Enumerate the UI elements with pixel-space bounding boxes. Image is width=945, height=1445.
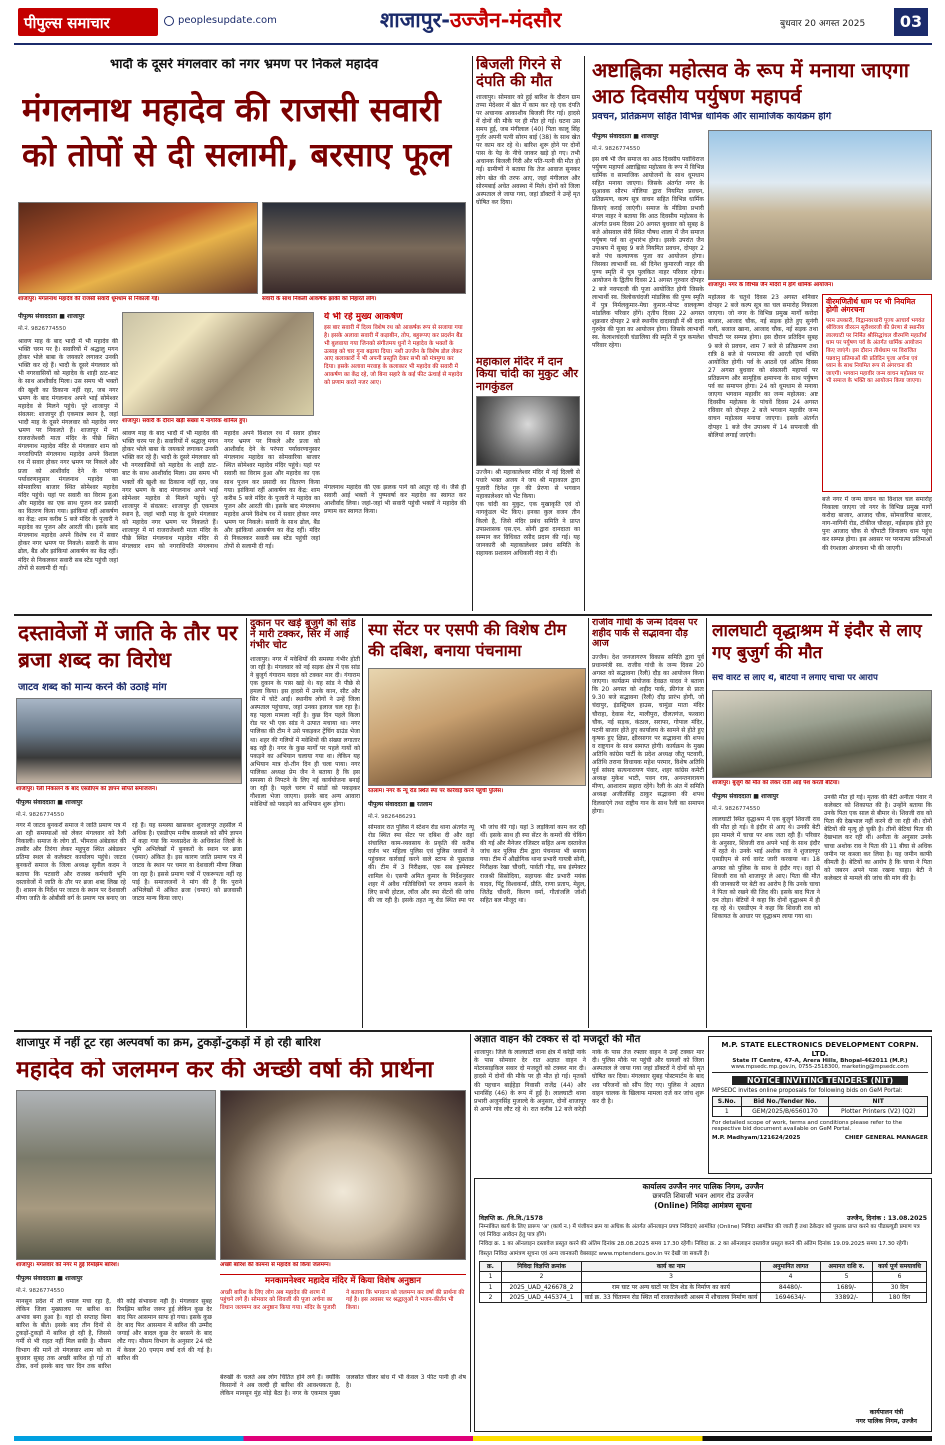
notice-col: अनुमानित लागत: [761, 1262, 821, 1272]
story5-headline: दस्तावेजों में जाति के तौर पर ब्रजा शब्द का विरोध: [18, 621, 238, 673]
story9-mobile: मो.नं. 9826774550: [712, 806, 761, 812]
story11-body-text: शाजापुर। जिले के लालघाटी थाना क्षेत्र में करेड़ी नाके के पास सोमवार देर रात अज्ञात वाहन ने मोटरसाइकिल सवार दो मजदूरों को टक्कर मार दी। हादसे में दोनों की मौके पर ही मौत हो गई। मृतकों की पहचान बाईहेड़ा निवासी राजेंद्र (44) और भानसिंह (46) के रूप में हुई है। लालघाटी थाना प्रभारी अजुनसिंह मुजाल्दे के अनुसार, दोनों शाजापुर से अपने गांव लौट रहे थे। रात करीब 12 बजे करेड़ी नाके के पास तेज रफ्तार वाहन ने उन्हें टक्कर मार दी। पुलिस मौके पर पहुंची और घायलों को जिला अस्पताल ले जाया गया जहां डॉक्टरों ने दोनों को मृत घोषित कर दिया। मंगलवार सुबह पोस्टमार्टम के बाद शव परिजनों को सौंप दिए गए। पुलिस ने अज्ञात वाहन चालक के खिलाफ मामला दर्ज कर जांच शुरू कर दी है।: [474, 1049, 704, 1113]
story4-body: इस वर्ष भी जैन समाज का आठ दिवसीय पर्वाधिराज पर्युषण महापर्व अष्टाह्निका महोत्सव के रूप में विभिन्न धार्मिक व सामाजिक आयोजनों के साथ धूमधाम सहित मनाया जाएगा। जिसके अंतर्गत नगर के सुआवक सौरभ नोलिया द्वारा नियमित प्रवचन, प्रतिक्रमण, कल्प सूत्र वाचन सहित विभिन्न धार्मिक क्रियाएं कराई जाएंगी। समाज के मीडिया प्रभारी मंगल नाहर ने बताया कि आठ दिवसीय महोत्सव के अंतर्गत प्रथम दिवस 20 अगस्त बुधवार को सुबह 8 बजे ओसवाल सेरी स्थित पौषध शाला में जैन समाज पर्युषण पर्व का शुभारंभ होगा। इसके उपरांत जैन उपाश्रय में सुबह 9 बजे नियमित प्रवचन, दोपहर 2 बजे पंच कल्याणक पूजा का आयोजन होगा। जिसका लाभार्थी स्व. श्री दिनेश कुमारजी नाहर की पुण्य स्मृति में पुत्र पुलकित नाहर परिवार रहेगा। आयोजन के द्वितीय दिवस 21 अगस्त गुरुवार दोपहर 2 बजे नवपदजी की पूजा आयोजित होगी जिसके लाभार्थी स्व. त्रिलोकचंदजी मांडलिक की पुण्य स्मृति में पुत्र निर्मलकुमार-मेघा कुमार-पोपट वालकृष्ण मांडलिक परिवार होंगे। तृतीय दिवस 22 अगस्त शुक्रवार दोपहर 2 बजे स्थानीय दादावाड़ी में श्री दादा गुरुदेव की पूजा का आयोजन होगा। जिसके लाभार्थी स्व. केलाशचंदजी चंडालिया की स्मृति में पुत्र कमलेश परिवार रहेगा।: [592, 156, 704, 350]
story4-byline: पीपुल्स संवाददाता ■ शाजापुर: [592, 133, 659, 140]
notice-row: [480, 1282, 927, 1292]
story3-headline: महाकाल मंदिर में दान किया चांदी का मुकुट और नागकुंडल: [476, 356, 578, 393]
tender-web[interactable]: www.mpsedc.mp.gov.in, 0755-2518300, marketing@mpsedc.com: [712, 1064, 928, 1073]
story4-body-2: महोत्सव के चतुर्थ दिवस 23 अगस्त शनिवार दोपहर 2 बजे कल्प सूत्र का चल समारोह निकाला जाएगा। जो नगर के विभिन्न प्रमुख मार्गों करोदा बाजार, आजाद चौक, नई सड़क होते हुए सुनंगी गली, बजाज खाना, आजाद चौक, नई सड़क तथा चौपाटी पर सम्पन्न होगा। इस दौरान प्रतिदिन सुबह 9 बजे से प्रवचन, शाम 7 बजे से प्रतिक्रमण तथा रात्रि 8 बजे से परमात्मा की आरती एवं भक्ति आयोजित होगी। पर्व के आठवें एवं अंतिम दिवस 27 अगस्त बुधवार को संवत्सरी महापर्व पर प्रतिक्रमण और सामूहिक क्षमापना के साथ पर्युषण पर्व का समापन होगा। 24 को धूमधाम से मनाया जाएगा भगवान महावीर का जन्म महोत्सव: अष्ट दिवसीय महोत्सव के पांचवें दिवस 24 अगस्त रविवार को दोपहर 2 बजे भगवान महावीर जन्म वाचन महोत्सव मनाया जाएगा। इसके अंतर्गत दोपहर 1 बजे जैन उपाश्रय में 14 सपनाजी की बोलियां लगाई जाएंगी।: [708, 294, 818, 439]
story9-photo: [712, 690, 932, 778]
divider-h2: [14, 1030, 932, 1032]
notice-line-3: (Online) निविदा आमंत्रण सूचना: [654, 1201, 752, 1210]
story4-sub: प्रवचन, प्रतिक्रमण सहित विभिन्न धार्मिक और सामाजिक कार्यक्रम होंगे: [592, 112, 832, 122]
story9-sub: सर्च वारंट से लाए थे, बेटियों ने लगाए चाचा पर आरोप: [712, 674, 878, 683]
story10-body-2: [220, 1374, 466, 1430]
story11-headline: अज्ञात वाहन की टक्कर से दो मजदूरों की मौत: [474, 1034, 641, 1045]
notice-cell: 1689/-: [821, 1282, 873, 1292]
story10-box-title: मनकामनेश्वर महादेव मंदिर में किया विशेष अनुष्ठान: [265, 1276, 421, 1286]
notice-colnum: 6: [873, 1272, 927, 1282]
story1-caption-3: शाजापुर। सवारी के दौरान खड़ी संख्या में नागरिक शामिल हुए।: [122, 418, 248, 424]
story1-box-body: इस बार सवारी में दिव्य विशेष रथ को आकर्षक रूप से सजाया गया है। इसके अलावा सवारी में कड़ाबीन, तोप, बहुरूपए कर प्रदर्शन बैंड भी बुलवाया गया जिनको संगीतमय धुनों ने महादेव के भक्तों के उत्साह को चार गुना बढ़ाया दिया। नशी उज्जैन के विशेष डोल लेकर आए कलाकारों ने भी अपनी प्रस्तुति देकर सभी को मंत्रमुग्ध कर दिया। इसके अलावा मरवाह के कलाकार भी महादेव की सवारी में आकर्षण का केंद्र रहे, जो बिना सहारे के कई फीट ऊंचाई से महादेव को प्रणाम करते नजर आए।: [324, 325, 463, 386]
divider-v2: [584, 56, 585, 611]
section-title-a: शाजापुर-: [380, 8, 450, 32]
notice-cell: 2025_UAD_426678_2: [502, 1282, 582, 1292]
story1-kicker: भादौ के दूसरे मंगलवार को नगर भ्रमण पर निकले महादेव: [109, 58, 379, 72]
notice-cell: 1: [480, 1282, 502, 1292]
story1-byline: पीपुल्स संवाददाता ■ शाजापुर: [18, 313, 85, 320]
notice-dates: निविदा क्र. 1 का ऑनलाइन दस्तावेज प्रस्तुत करने की अंतिम दिनांक 28.08.2025 समय 17.30 रहेगी। निविदा क्र. 2 का ऑनलाइन दस्तावेज प्रस्तुत करने की अंतिम दिनांक 19.09.2025 समय 17.30 रहेगी।: [479, 1241, 909, 1248]
issue-date: बुधवार 20 अगस्त 2025: [780, 19, 866, 29]
divider-h1: [14, 614, 932, 616]
story1-box-title: ये भी रहे मुख्य आकर्षण: [324, 312, 403, 322]
story9-body-2: उनकी मौत हो गई। मृतक की बेटी अनीता पंवार ने कलेक्टर को शिकायत की है। उन्होंने बताया कि उनके पिता एक साल से बीमार थे। शिवजी राव को पिता की देखभाल नहीं करने दी जा रही थी। दोनों बेटियों की मृत्यु हो चुकी है। तीनों बेटियां पिता की देखभाल कर रही थीं। अनीता के अनुसार उनके चाचा अशोक राव ने पिता की 11 बीघा से अधिक जमीन पर कब्जा कर लिया है। यह जमीन काफी कीमती है। बेटियों का आरोप है कि चाचा ने पिता को जबरन अपने पास रखना चाहा। बेटी ने कलेक्टर से मामले की जांच की मांग की है।: [824, 794, 932, 882]
story1-body-cont-text: श्रावण माह के बाद भादौ में भी महादेव की भक्ति चरम पर है। सवारियों में श्रद्धालु मगन होकर भोले बाबा के जयकारे लगाकर उनकी भक्ति कर रहे हैं। भादौ के दूसरे मंगलवार को भी नगरवासियों को महादेव के शाही ठाट-बाट के साथ आशीर्वाद मिला। उस समय भी भक्तों की खुशी का ठिकाना नहीं रहा, जब नगर भ्रमण के बाद मंगलनाथ अपने भाई सोमेश्वर महादेव से मिलने पहुंचे। पूरे शाजापुर में संवत्सर: शाजापुर ही एकमात्र स्थान है, जहां भादौ माह के दूसरे मंगलवार को महादेव नगर भ्रमण पर निकलते हैं। शाजापुर में मां राजराजेश्वरी माता मंदिर के पीछे स्थित मंगलनाथ महादेव मंदिर से मंगलवार शाम को नगराधिपति मंगलनाथ महादेव अपने विशाल रथ में सवार होकर नगर भ्रमण पर निकले और प्रजा को आशीर्वाद देने के परंपरा पर्यावरणानुसार मंगलनाथ महादेव का सोमवारिया बाजार स्थित सोमेश्वर महादेव मंदिर पहुंचे। यहां पर सवारी का विराम हुआ और महादेव का एक साथ पूजन कर प्रसादी का वितरण किया गया। झांकियां रहीं आकर्षण का केंद्र: शाम करीब 5 बजे मंदिर के पुजारी ने महादेव का पूजन और आरती की। इसके बाद मंगलनाथ महादेव अपने विशेष रथ में सवार होकर नगर भ्रमण पर निकले। सवारी के साथ ढोल, बैंड और झांकियां आकर्षण का केंद्र रहीं। मंदिर से निकलकर सवारी सब स्टेंड पहुंची जहां तोपों से सलामी दी गई।: [122, 430, 320, 551]
story5-body: [16, 822, 242, 1024]
notice-colnum: 1: [480, 1272, 502, 1282]
logo-text: पीपुल्स समाचार: [24, 14, 110, 32]
story7-photo: [368, 668, 586, 786]
tender-address: State IT Centre, 47-A, Arera Hills, Bhopal-462011 (M.P.): [732, 1058, 908, 1064]
tender-col: S.No.: [713, 1097, 742, 1107]
notice-colnum-row: [480, 1272, 927, 1282]
page-number: [894, 8, 928, 36]
story9-byline: पीपुल्स संवाददाता ■ शाजापुर: [712, 793, 779, 800]
notice-sign-1: कार्यपालन यंत्री: [869, 1409, 904, 1416]
notice-col: क्र.: [480, 1262, 502, 1272]
story-old-age-home: [710, 618, 932, 1028]
story4-box-body: परम उपकारी, विद्वानवरधारी पूज्य आचार्य भगवंत श्रीविजय वीररत्न सूरीश्वरजी की प्रेरणा से स्थानीय लालघाटी पर निर्मित श्रीसिद्धांचल वीरमणि महातीर्थ धाम पर पर्युषण पर्व के अंतर्गत धार्मिक आयोजन किए जाएंगे। इस दौरान तीर्थधाम पर विराजित पन्नवानु प्रतिमाओं की प्रतिदिन पूजा अर्चना एवं ध्यान के साथ नियमित रूप से अंगरचना की जाएगी। भगवान महावीर जन्म वाचन महोत्सव पर भी समाज के भक्ति का आयोजन किया जाएगा।: [826, 317, 927, 385]
story6-body: शाजापुर। नगर में मवेशियों की समस्या गंभीर होती जा रही है। मंगलवार को नई सड़क क्षेत्र में एक सांड ने बुजुर्ग गंगाराम यादव को टक्कर मार दी। गंगाराम एक दुकान के पास खड़े थे। यह सांड ने पीछे से हमला किया। इस हादसे में उनके कान, सीट और सिर में चोटें आईं। स्थानीय लोगों ने उन्हें जिला अस्पताल पहुंचाया, जहां उनका इलाज चल रहा है। यह पहला मामला नहीं है। कुछ दिन पहले किला रोड पर भी एक सांड ने उत्पात मचाया था। नगर पालिका की टीम ने उसे पकड़कर ट्रेंचिंग ग्राउंड भेजा था। शहर की गलियों में मवेशियों की संख्या लगातार बढ़ रही है। नगर के कुछ मार्गों पर पहले गायों को पकड़ने का अभियान चलाया गया था। लेकिन यह अभियान मात्र दो-तीन दिन ही चला पाया। नगर पालिका अध्यक्ष प्रेम जैन ने बताया है कि इस समस्या से निपटने के लिए नई कार्ययोजना बनाई जा रही है। पहले चरण में सांडों को पकड़कर गौशाला भेजा जाएगा। इसके बाद अन्य आवारा मवेशियों को पकड़ने का अभियान शुरू होगा।: [250, 655, 360, 809]
print-colour-bar: [14, 1436, 932, 1441]
story3-body: एक चांदी का मुकुट, एक मुखाकृति एवं दो नागकुंडल भेंट किए। इनका कुल वजन तीन किलो है, जिसे मंदिर प्रबंध समिति ने प्राप्त उपप्रशासक एस.एन. सोनी द्वारा दानदाता का सम्मान कर विधिवत रसीद प्रदान की गई। यह जानकारी श्री महाकालेश्वर प्रबंध समिति के सहायक प्रशासन अधिकारी नंदा ने दी।: [476, 501, 580, 557]
notice-web[interactable]: विस्तृत निविदा आमंत्रण सूचना एवं अन्य जानकारी वेबसाइट www.mptenders.gov.in पर देखी जा सकती है।: [479, 1250, 710, 1257]
story-bull-attack: [250, 618, 360, 1028]
notice-cell: 30 दिन: [873, 1282, 927, 1292]
notice-intro: निम्नांकित कार्य के लिए प्रारूप 'अ' (कार्य न.) में पंजीयन क्रम या अधिक के अंतर्गत ऑनलाइन प्रपत्र निविदाएं आमंत्रित (Online) निविदा आमंत्रित की जाती हैं तथा ठेकेदार को पुस्तक प्राप्त करने का पीडब्ल्यूडी प्रमाण पत्र एवं निविदा आवेदन हेतु पात्र होंगे।: [479, 1224, 920, 1238]
section-banner: [380, 6, 680, 38]
story-jatav-caste: [14, 618, 244, 1028]
tender-table: [712, 1096, 928, 1117]
story9-headline: लालघाटी वृद्धाश्रम में इंदौर से लाए गए बुजुर्ग की मौत: [712, 621, 922, 664]
notice-colnum: 2: [502, 1272, 582, 1282]
notice-header-row: [480, 1262, 927, 1272]
story10-kicker: शाजापुर में नहीं टूट रहा अल्पवर्षा का क्रम, टुकड़ों-टुकड़ों में हो रही बारिश: [16, 1036, 321, 1049]
story5-photo: [16, 698, 242, 784]
story8-body: उज्जैन। देश जनजागरण विकास समिति द्वारा पूर्व प्रधानमंत्री स्व. राजीव गांधी के जन्म दिवस 20 अगस्त को सद्भावना (रैली) दौड़ का आयोजन किया जाएगा। कार्यक्रम संयोजक देवव्रत यादव ने बताया कि 20 अगस्त को शहीद पार्क, फ्रीगंज से प्रातः 9.30 बजे सद्भावना (रैली) दौड़ प्रारंभ होगी, जो चंदापुर, इंडस्ट्रियल हाउस, चामुंडा माता मंदिर चौराहा, देवास गेट, मालीपुरा, दौलतगंज, फव्वारा चौक, नई सड़क, कंठाल, सराफा, गोपाल मंदिर, पटनी बाजार होते हुए कार्यालय के सामने से होते हुए कृषक हुए क्षिप्रा, क्षीरसागर पर सद्भावना की शपथ व राष्ट्रगान के साथ समाप्त होगी। कार्यक्रम के मुख्य अतिथि कांग्रेस पार्टी के प्रदेश अध्यक्ष जीतू पटवारी, अतिथि तराना विधायक महेश परमार, विशेष अतिथि पूर्व सांसद सत्यनारायण पंवार, शहर कांग्रेस कमेटी अध्यक्ष मुकेश भाटी, पवन राय, अनन्तनारायण मीणा, आशाराम सहारा रहेंगे। रैली के अंत में समिति अध्यक्ष अजीतसिंह ठाकुर सद्भावना की शपथ दिलवाएंगे तथा राष्ट्रीय गान के साथ रैली का समापन होगा।: [592, 653, 704, 815]
tender-org: M.P. STATE ELECTRONICS DEVELOPMENT CORPN. LTD.: [721, 1040, 919, 1058]
section-title-b: उज्जैन-मंदसौर: [449, 8, 562, 32]
story7-body-text: सोमवार रात पुलिस ने स्टेशन रोड थाना अंतर्गत न्यू रोड स्थित स्पा सेंटर पर दबिश दी और वहां संचालित काम-व्यवसाय के प्रकृति की करीब दर्जन भर महिला पुलिस एवं पुलिस जवानों ने पहुंचकर कार्रवाई करने वाले स्टाफ से पूछताछ की। टीम में 3 निरीक्षक, एक सब इंस्पेक्टर शामिल थे। एसपी अमित कुमार के निर्देशनुसार शहर में अवैध गतिविधियों पर लगाम कसने के लिए सभी होटल, लॉज और स्पा सेंटरों की जांच की जा रही है। इसके तहत न्यू रोड स्थित स्पा पर भी जांच की गई। यहां 3 लड़कियां काम कर रही थीं। इसके साथ ही स्पा सेंटर के कमरों की चेकिंग की गई और मैनेजर रजिस्टर सहित अन्य दस्तावेज जांच कर पुलिस टीम द्वारा पंचनामा भी बनाया गया। टीम में औद्योगिक थाना प्रभारी गायत्री सोनी, निरीक्षक रेखा चौधरी, पार्वती गौड़, सब इंस्पेक्टर राजश्री सिसोदिया, सहायक बीट प्रभारी मयंक यादव, पिंटू विश्वकर्मा, प्रीति, राणा प्रताप, मेहुल, जितेंद्र चौधरी, किरण वर्मा, गौतांजलि जोशी सहित बल मौजूद था।: [368, 824, 586, 904]
story8-headline: राजीव गांधी के जन्म दिवस पर शहीद पार्क से सद्भावना दौड़ आज: [592, 618, 698, 650]
notice-colnum: 3: [582, 1272, 761, 1282]
story1-photo-2: [262, 202, 466, 294]
story10-headline: महादेव को जलमग्न कर की अच्छी वर्षा की प्रार्थना: [16, 1058, 434, 1083]
story5-sub: जाटव शब्द को मान्य करने की उठाई मांग: [18, 682, 167, 693]
notice-cell: 33892/-: [821, 1292, 873, 1302]
notice-row: [480, 1292, 927, 1302]
notice-refline: [479, 1213, 927, 1222]
notice-cell: 180 दिन: [873, 1292, 927, 1302]
notice-signature: [856, 1407, 917, 1425]
notice-cell: राम घाट पर अन्य घाटों पर टिन शेड के निर्माण का कार्य: [582, 1282, 761, 1292]
story4-photo: [708, 130, 932, 280]
story1-mobile: मो.नं. 9826774550: [18, 326, 67, 332]
notice-ref: विज्ञप्ति क्र. /वि.वि./1578: [479, 1215, 543, 1222]
story5-mobile: मो.नं. 9826774550: [16, 812, 65, 818]
story5-body-text: नगर में जाटव बुनकरों समाज ने जाति प्रमाण पत्र में आ रही समस्याओं को लेकर मंगलवार को रैली निकाली। समाज के लोग डॉ. भीमराव अंबेडकर की तस्वीर और तिरंगा लेकर महूपुरा स्थित अंबेडकर प्रतिमा स्थल से कलेक्टर कार्यालय पहुंचे। जाटव बुनकरों समाज के जिला अध्यक्ष सुनील कदम ने बताया कि पटवारी और राजस्व कर्मचारी भूमि दस्तावेजों में जाति के तौर पर ब्रजा शब्द लिख रहे हैं। शासन के निर्देश पर जाटव के स्थान पर देशवाली मीणा जाति के ओबीसी वर्ग के प्रमाण पत्र बनाए जा रहे हैं। यह समस्या खासकर शुजालपुर तहसील में अधिक है। एसडीएम मनीष वास्कले को सौंपे ज्ञापन में कहा गया कि मध्यप्रदेश के अधिकांश जिलों के भूमि अभिलेखों में बुनकरों के स्थान पर ब्रजा (चमार) अंकित है। इस कारण जाति प्रमाण पत्र में जाटव के स्थान पर चमार या देशवाली मीणा लिखा जा रहा है। इससे प्रमाण पत्रों में एकरूपता नहीं रह पाई है। समाजजनों ने मांग की है कि पुराने अभिलेखों में अंकित ब्रजा (चमार) को ब्रजवासी जाटव मान्य किया जाए।: [16, 822, 242, 902]
story10-body-text: मानसून प्रदेश में तो धमाल मचा रहा है, लेकिन जिला मुख्यालय पर बारिश का अभाव बना हुआ है। यहां दो सप्ताह बिना बारिश के बीते। इसके बाद तीन दिनों से टुकड़ों-टुकड़ों में बारिश हो रही है, जिससे गर्मी से भी राहत नहीं मिल सकी है। मौसम विभाग की मानें तो मंगलवार शाम को या बुधवार सुबह तक अच्छी बारिश हो गई तो ठीक, वर्ना इसके बाद चार दिन तक बारिश की कोई संभावना नहीं है। मंगलवार सुबह रिमझिम बारिश जरूर हुई लेकिन कुछ देर बाद फिर आसमान साफ हो गया। इसके कुछ देर बाद फिर आसमान में बारिश की उम्मीद जगाई और बादल कुछ देर बरसने के बाद लौट गए। मौसम विभाग के अनुसार 24 घंटे में केवल 20 एमएम वर्षा दर्ज की गई है। बारिश की: [16, 1298, 212, 1370]
tender-cell: GEM/2025/B/6560170: [741, 1107, 829, 1117]
page-number-text: 03: [899, 12, 923, 31]
divider-v1: [472, 56, 473, 611]
tender-intro: MPSEDC invites online proposals for following bids on GeM Portal:: [712, 1088, 903, 1094]
story-spa-raid: [366, 618, 586, 1028]
story10-caption-2: अच्छी बारिश की कामना से महादेव को किया जलमग्न।: [220, 1262, 331, 1268]
story-sadbhavna-daud: [592, 618, 704, 1028]
notice-date: उज्जैन, दिनांक : 13.08.2025: [846, 1215, 927, 1222]
notice-col: कार्य पूर्ण समयावधि: [873, 1262, 927, 1272]
divider-v6: [706, 618, 707, 1028]
story1-body-cont: [122, 430, 320, 606]
notice-cell: 2: [480, 1292, 502, 1302]
story4-mobile: मो.नं. 9826774550: [592, 146, 641, 152]
story4-box-title: वीरमणितीर्थ धाम पर भी नियमित होगी अंगरचना: [826, 297, 916, 315]
site-url[interactable]: peoplesupdate.com: [178, 15, 277, 26]
story7-caption: रतलाम। नगर के न्यू रोड स्थित स्पा पर कार्रवाई करने पहुंची पुलिस।: [368, 788, 504, 794]
divider-v4: [362, 618, 363, 1028]
story9-body: लालघाटी स्थित वृद्धाश्रम में एक बुजुर्ग शिवजी राव की मौत हो गई। वे इंदौर से आए थे। उनकी बेटी इस मामले में चाचा पर शक जता रही हैं। परिवार के अनुसार, शिवजी राव अपने भाई के साथ इंदौर में रहते थे। उनके भाई अशोक राव ने शुजालपुर एसडीएम से सर्च वारंट जारी करवाया था। 18 अगस्त को पुलिस के साथ वे इंदौर गए। वहां से शिवजी राव को शाजापुर ले आए। पिता की मौत की जानकारी पर बेटी का आरोप है कि उनके चाचा ने पिता को रखने की जिद की। इसके बाद पिता ने दम तोड़ा। बेटियों ने कहा कि दोनों वृद्धाश्रम में ही रह रहे थे। एसडीएम ने कहा कि शिवजी राव को शिकायत के आधार पर वृद्धाश्रम लाया गया था।: [712, 816, 820, 921]
story5-byline: पीपुल्स संवाददाता ■ शाजापुर: [16, 799, 83, 806]
divider-v7: [470, 1034, 471, 1432]
notice-cell: 2025_UAD_445374_1: [502, 1292, 582, 1302]
tender-cell: 1: [713, 1107, 742, 1117]
story10-photo-1: [16, 1090, 216, 1260]
story-mangalnath-savari: [14, 52, 469, 612]
notice-table: [479, 1261, 927, 1303]
story1-body-2: मंगलनाथ महादेव की एक झलक पाने को आतुर रहे थे। जैसे ही सवारी आई भक्तों ने पुष्पवर्षा कर महादेव का स्वागत कर आशीर्वाद लिया। जहां-जहां भी सवारी पहुंची भक्तों ने महादेव की प्रणाम कर स्वागत किया।: [324, 484, 466, 516]
story9-caption: शाजापुर। बुजुर्ग की मौत को लेकर रोती आईं पेश करती बेटियां।: [712, 780, 840, 786]
story-lightning: [476, 56, 580, 356]
story7-headline: स्पा सेंटर पर एसपी की विशेष टीम की दबिश, बनाया पंचनामा: [368, 620, 567, 660]
tender-footer: [712, 1135, 928, 1141]
story1-photo-3: [122, 312, 314, 416]
story10-box-body: [220, 1290, 466, 1313]
story4-headline: अष्टाह्निका महोत्सव के रूप में मनाया जाएगा आठ दिवसीय पर्युषण महापर्व: [592, 58, 909, 108]
tender-col: NIT: [829, 1097, 928, 1107]
story7-body: [368, 824, 586, 1024]
story10-mobile: मो.नं. 9826774550: [16, 1288, 65, 1294]
notice-cell: 84480/-: [761, 1282, 821, 1292]
story1-photo-1: [18, 202, 258, 294]
masthead-rule: [14, 43, 932, 45]
story-road-accident: [474, 1034, 704, 1174]
notice-cell: वार्ड क्र. 33 चिंतामन रोड स्थित माँ राजराजेश्वरी आश्रम में शौचालय निर्माण कार्य: [582, 1292, 761, 1302]
story11-body: [474, 1049, 704, 1167]
story7-mobile: मो.नं. 9826486291: [368, 814, 417, 820]
globe-icon: [164, 16, 174, 26]
story-paryushan: [588, 56, 932, 612]
notice-colnum: 4: [761, 1272, 821, 1282]
ujjain-nagar-nigam-notice: [474, 1178, 932, 1432]
story10-photo-2: [220, 1090, 466, 1260]
story4-caption: शाजापुर। नगर के विभिन्न जैन मंदिरों में होंगे धार्मिक आयोजन।: [708, 282, 834, 288]
notice-line-2: छत्रपति शिवाजी भवन आगर रोड उज्जैन: [652, 1192, 754, 1200]
story10-caption-1: शाजापुर। मंगलवार को नगर में हुई रिमझिम बारिश।: [16, 1262, 119, 1268]
mpsedc-tender-ad: [708, 1036, 932, 1174]
story2-headline: बिजली गिरने से दंपति की मौत: [476, 56, 562, 90]
story-mahakal-donation: [476, 356, 580, 611]
tender-sign: CHIEF GENERAL MANAGER: [844, 1135, 928, 1142]
story3-photo: [476, 396, 580, 466]
story10-box: [220, 1274, 466, 1370]
story10-box-body-text: अच्छी बारिश के लिए लोग अब महादेव की शरण में पहुंचने लगे हैं। सोमवार को शिवजी की पूजा अर्चना का विधान जलमग्न कर अनुष्ठान किया गया। मंदिर के पुजारी ने बताया कि भगवान को जलमग्न कर वर्षा की प्रार्थना की गई है। इस अवसर पर श्रद्धालुओं ने भजन-कीर्तन भी किया।: [220, 1289, 465, 1312]
story6-headline: दुकान पर खड़े बुजुर्ग को सांड ने मारी टक्कर, सिर में आई गंभीर चोट: [250, 618, 356, 652]
notice-line-1: कार्यालय उज्जैन नगर पालिक निगम, उज्जैन: [642, 1182, 764, 1191]
masthead: [0, 0, 945, 46]
tender-row: [713, 1107, 928, 1117]
story10-body: [16, 1298, 212, 1430]
tender-note: For detailed scope of work, terms and conditions please refer to the respective bid document available on GeM Portal.: [712, 1120, 903, 1133]
notice-colnum: 5: [821, 1272, 873, 1282]
tender-ref: M.P. Madhyam/121624/2025: [712, 1135, 801, 1142]
story10-byline: पीपुल्स संवाददाता ■ शाजापुर: [16, 1275, 83, 1282]
story1-caption-1: शाजापुर। मंगलनाथ महादेव की राजसी सवारी धूमधाम से निकाली गई।: [18, 296, 160, 302]
tender-header-row: [713, 1097, 928, 1107]
notice-col: निविदा विज्ञप्ति क्रमांक: [502, 1262, 582, 1272]
tender-title: NOTICE INVITING TENDERS (NIT): [732, 1076, 908, 1085]
notice-col: कार्य का नाम: [582, 1262, 761, 1272]
story2-body: शाजापुर। सोमवार को हुई बारिश के दौरान ग्राम तप्पा मेदेश्वर में खेत में काम कर रहे एक दंपति पर अचानक आकाशीय बिजली गिर गई। हादसे में दोनों की मौके पर ही मौत हो गई। घटना उस समय हुई, जब मंगीलाल (40) पिता कालू सिंह गुर्जर अपनी पत्नी सोरम बाई (38) के साथ खेत पर काम कर रहे थे। बारिश शुरू होने पर दोनों पास के पेड़ के नीचे जाकर खड़े हो गए। तभी अचानक बिजली गिरी और पति-पत्नी की मौत हो गई। ग्रामीणों ने बताया कि तेज आवाज सुनकर लोग खेत की तरफ आए, जहां मंगीलाल और सोरमबाई अचेत अवस्था में मिले। दोनों को जिला अस्पताल ले जाया गया, जहां डॉक्टरों ने उन्हें मृत घोषित कर दिया।: [476, 93, 580, 206]
story10-body-2-text: बेरुखी के चलते अब लोग चिंतित होने लगे हैं। क्योंकि किसानों ने अब जल्दी ही बारिश की आवश्यकता है, लेकिन मानसून मुंह मोड़े बैठा है। नगर के एकमात्र मुख्य जलस्रोत चीलर बांध में भी केवल 3 फीट पानी ही शेष है।: [220, 1374, 466, 1398]
notice-col: अमानत राशि रु.: [821, 1262, 873, 1272]
story-rain-prayer: [14, 1034, 468, 1432]
divider-v5: [588, 618, 589, 1028]
story1-body: श्रावण माह के बाद भादौ में भी महादेव की भक्ति चरम पर है। सवारियों में श्रद्धालु मगन होकर भोले बाबा के जयकारे लगाकर उनकी भक्ति कर रहे हैं। भादौ के दूसरे मंगलवार को भी नगरवासियों को महादेव के शाही ठाट-बाट के साथ आशीर्वाद मिला। उस समय भी भक्तों की खुशी का ठिकाना नहीं रहा, जब नगर भ्रमण के बाद मंगलनाथ अपने भाई सोमेश्वर महादेव से मिलने पहुंचे। पूरे शाजापुर में संवत्सर: शाजापुर ही एकमात्र स्थान है, जहां भादौ माह के दूसरे मंगलवार को महादेव नगर भ्रमण पर निकलते हैं। शाजापुर में मां राजराजेश्वरी माता मंदिर के पीछे स्थित मंगलनाथ महादेव मंदिर से मंगलवार शाम को नगराधिपति मंगलनाथ महादेव अपने विशाल रथ में सवार होकर नगर भ्रमण पर निकले और प्रजा को आशीर्वाद देने के परंपरा पर्यावरणानुसार मंगलनाथ महादेव का सोमवारिया बाजार स्थित सोमेश्वर महादेव मंदिर पहुंचे। यहां पर सवारी का विराम हुआ और महादेव का एक साथ पूजन कर प्रसादी का वितरण किया गया। झांकियां रहीं आकर्षण का केंद्र: शाम करीब 5 बजे मंदिर के पुजारी ने महादेव का पूजन और आरती की। इसके बाद मंगलनाथ महादेव अपने विशेष रथ में सवार होकर नगर भ्रमण पर निकले। सवारी के साथ ढोल, बैंड और झांकियां आकर्षण का केंद्र रहीं। मंदिर से निकलकर सवारी सब स्टेंड पहुंची जहां तोपों से सलामी दी गई।: [18, 338, 118, 572]
notice-sign-2: नगर पालिक निगम, उज्जैन: [855, 1418, 917, 1425]
story3-caption: उज्जैन। श्री महाकालेश्वर मंदिर में नई दिल्ली से पधारे भक्त अजय ने जय श्री महाकाल द्वारा पुजारी दिनेश गुरु की प्रेरणा से भगवान महाकालेश्वर को भेंट किया।: [476, 468, 580, 501]
tender-col: Bid No./Tender No.: [741, 1097, 829, 1107]
story4-box: [822, 294, 932, 492]
story5-caption: शाजापुर। रैली निकालने के बाद एसडीएम को ज्ञापन सौंपते समाजजन।: [16, 786, 158, 792]
notice-cell: 1694634/-: [761, 1292, 821, 1302]
story1-box: [324, 312, 466, 480]
story1-headline: मंगलनाथ महादेव की राजसी सवारी को तोपों से दी सलामी, बरसाए फूल: [22, 90, 452, 174]
tender-cell: Plotter Printers (V2) (Q2): [829, 1107, 928, 1117]
story1-caption-2: सवारी के साथ निकली आकर्षक झांकी को निहारते लोग।: [262, 296, 377, 302]
story4-body-3: बजे नगर में जन्म वाचन का विशाल चल समारोह निकाला जाएगा जो नगर के विभिन्न प्रमुख मार्गों करोदा बाजार, आजाद चौक, सोमवारिया बाजार, नाग-नागिनी रोड, टॉकीज चौराहा, नईसड़क होते हुए पुनः आजाद चौक से चौपाटी जिनालय धाम पहुंच कर सम्पन्न होगा। इस अवसर पर परमात्मा प्रतिमाओं की रंगशाला अंगरचना भी की जाएगी।: [822, 496, 932, 552]
divider-v3: [246, 618, 247, 1028]
story7-byline: पीपुल्स संवाददाता ■ रतलाम: [368, 801, 433, 808]
masthead-logo[interactable]: [18, 8, 158, 36]
